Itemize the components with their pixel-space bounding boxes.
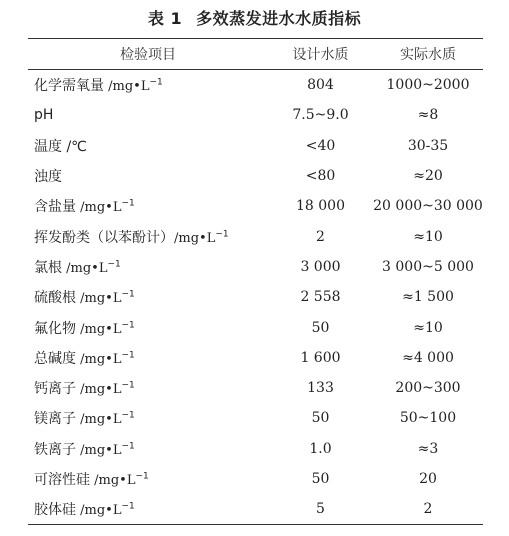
cell-item	[28, 100, 268, 130]
cell-item	[28, 464, 268, 494]
item-name: 化学需氧量	[34, 78, 104, 95]
unit-exponent: −1	[121, 289, 135, 300]
cell-design: 3 000	[300, 258, 341, 275]
table-row	[28, 191, 483, 221]
cell-item	[28, 494, 268, 525]
unit-exponent: −1	[121, 198, 135, 209]
cell-actual: 1000~2000	[386, 77, 470, 94]
item-name: 铁离子	[34, 441, 76, 458]
cell-design: 2 558	[300, 289, 341, 306]
unit-exponent: −1	[149, 77, 163, 88]
cell-item	[28, 191, 268, 221]
cell-item	[28, 403, 268, 433]
cell-design: 7.5~9.0	[292, 107, 349, 124]
unit-exponent: −1	[135, 471, 149, 482]
table-row	[28, 403, 483, 433]
table-row	[28, 373, 483, 403]
unit-exponent: −1	[215, 228, 229, 239]
table-header-row	[28, 39, 483, 70]
item-name: 氟化物	[34, 320, 76, 337]
item-name: 温度 /℃	[34, 138, 87, 155]
cell-actual: ≈4 000	[402, 349, 454, 366]
table-row	[28, 221, 483, 251]
item-name: pH	[34, 107, 54, 124]
table-row	[28, 282, 483, 312]
cell-item	[28, 70, 268, 101]
item-name: 钙离子	[34, 381, 76, 398]
unit-exponent: −1	[121, 380, 135, 391]
cell-actual: ≈20	[413, 168, 443, 185]
header-actual: 实际水质	[373, 39, 483, 70]
cell-design: 2	[316, 228, 325, 245]
cell-design: 1.0	[309, 440, 332, 457]
unit-exponent: −1	[121, 441, 135, 452]
item-name: 可溶性硅	[34, 472, 90, 488]
item-unit: /mg•L	[76, 442, 122, 458]
cell-actual: 3 000~5 000	[382, 258, 474, 275]
table-row	[28, 161, 483, 191]
cell-item	[28, 312, 268, 342]
item-unit: /mg•L	[76, 412, 122, 428]
item-name: 含盐量	[34, 199, 76, 216]
cell-design: 5	[268, 494, 373, 525]
table-body	[28, 70, 483, 525]
unit-exponent: −1	[121, 319, 135, 330]
cell-design: 50	[311, 471, 330, 487]
unit-exponent: −1	[121, 350, 135, 361]
item-name: 镁离子	[34, 411, 76, 428]
cell-item	[28, 221, 268, 251]
item-unit: /mg•L	[76, 351, 122, 367]
cell-design: 50	[311, 410, 330, 427]
water-quality-table	[28, 38, 483, 525]
item-unit: /mg•L	[90, 473, 136, 488]
cell-design: 1 600	[300, 349, 341, 366]
cell-actual: ≈10	[413, 319, 443, 336]
table-title: 多效蒸发进水水质指标	[196, 9, 362, 28]
table-caption	[0, 6, 509, 29]
item-name: 胶体硅	[34, 502, 76, 519]
cell-actual: 2	[373, 494, 483, 525]
cell-design: 804	[307, 77, 334, 94]
cell-design: 50	[311, 319, 330, 336]
cell-actual: ≈10	[413, 228, 443, 245]
table-row	[28, 434, 483, 464]
header-item: 检验项目	[28, 39, 268, 70]
item-unit: /mg•L	[76, 503, 122, 519]
table-row	[28, 131, 483, 161]
cell-design: 133	[307, 380, 334, 397]
cell-actual: 30-35	[407, 137, 449, 154]
item-unit: /mg•L	[76, 382, 122, 398]
cell-actual: ≈8	[417, 107, 439, 124]
cell-design: <40	[305, 137, 336, 154]
cell-item	[28, 373, 268, 403]
header-design: 设计水质	[268, 39, 373, 70]
cell-item	[28, 131, 268, 161]
item-unit: /mg•L	[76, 321, 122, 337]
item-unit: /mg•L	[62, 260, 108, 276]
table-number: 表 1	[147, 9, 183, 28]
item-name: 浊度	[34, 169, 62, 186]
cell-actual: 20 000~30 000	[373, 198, 483, 215]
table-row	[28, 494, 483, 525]
cell-actual: 200~300	[395, 380, 461, 397]
table-row	[28, 100, 483, 130]
cell-design: <80	[305, 168, 336, 185]
table-row	[28, 343, 483, 373]
item-name: 总碱度	[34, 350, 76, 367]
item-unit: /mg•L	[174, 230, 216, 246]
table-row	[28, 464, 483, 494]
cell-actual: ≈3	[417, 440, 439, 457]
table-row	[28, 312, 483, 342]
cell-design: 18 000	[296, 198, 345, 215]
item-name: 挥发酚类（以苯酚计）	[34, 229, 174, 246]
unit-exponent: −1	[121, 501, 135, 512]
item-unit: /mg•L	[76, 200, 122, 216]
cell-item	[28, 161, 268, 191]
cell-actual: 20	[419, 471, 437, 487]
item-name: 氯根	[34, 259, 62, 276]
cell-item	[28, 343, 268, 373]
cell-item	[28, 252, 268, 282]
table-row	[28, 252, 483, 282]
cell-item	[28, 434, 268, 464]
item-name: 硫酸根	[34, 290, 76, 307]
cell-item	[28, 282, 268, 312]
cell-actual: ≈1 500	[402, 289, 454, 306]
unit-exponent: −1	[121, 410, 135, 421]
table-row	[28, 70, 483, 101]
cell-actual: 50~100	[399, 410, 457, 427]
item-unit: /mg•L	[104, 79, 150, 95]
item-unit: /mg•L	[76, 291, 122, 307]
unit-exponent: −1	[107, 259, 121, 270]
